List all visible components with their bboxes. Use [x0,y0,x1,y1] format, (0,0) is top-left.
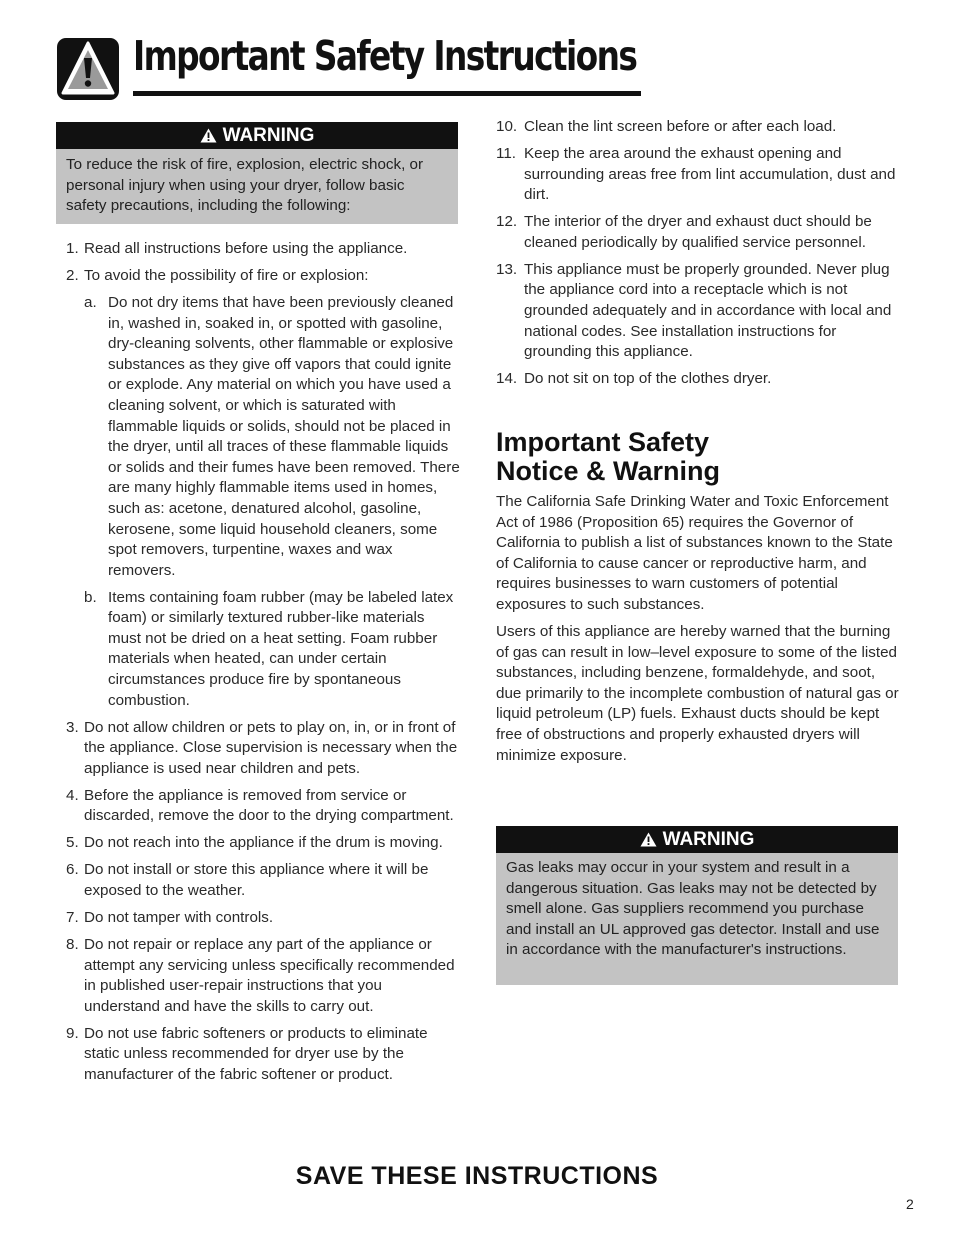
item-text: To avoid the possibility of fire or explosion: [84,266,369,284]
item-number: 6. [66,861,79,879]
safety-list-right [496,117,900,396]
notice-title: Important Safety Notice & Warning [496,427,721,486]
list-subitem [66,293,461,581]
save-instructions-banner: SAVE THESE INSTRUCTIONS [295,1162,659,1190]
warning-label: WARNING [662,828,755,850]
item-text: Clean the lint screen before or after each load. [524,118,837,135]
item-text: The interior of the dryer and exhaust duct should be cleaned periodically by qualified service personnel. [524,213,872,251]
warning-exclamation-icon [57,38,119,100]
notice-paragraph-prop65: The California Safe Drinking Water and Toxic Enforcement Act of 1986 (Proposition 65) requires the Governor of California to publish a list of substances known to the State of California to cause cancer or reproductive harm, and requires businesses to warn customers of potential exposures to such substances. [496,493,893,613]
item-text: Do not dry items that have been previously cleaned in, washed in, soaked in, or spotted with gasoline, dry-cleaning solvents, other flammable or explosive substances as they give off vapors that could ignite or explode. Any material on which you have used a cleaning solvent, or which is saturated with flammable liquids or solids, should not be placed in the dryer, until all traces of these flammable liquids or solids and their fumes have been removed. There are many highly flammable items used in homes, such as: acetone, denatured alcohol, gasoline, kerosene, some liquid household cleaners, some spot removers, turpentine, waxes and wax removers. [108,293,460,579]
item-text: Items containing foam rubber (may be labeled latex foam) or similarly textured rubber-like materials must not be dried on a heat setting. Foam rubber materials when heated, can under certain circumstances produce fire by spontaneous combustion. [108,588,454,709]
list-item [66,935,461,1017]
item-number: 11. [496,144,516,162]
list-item [66,718,461,780]
title-rule [133,91,641,96]
item-text: Do not allow children or pets to play on, in, or in front of the appliance. Close supervision is necessary when the appliance is used near children and pets. [84,718,458,777]
page-title: Important Safety Instructions [133,32,637,80]
item-number: 4. [66,786,79,804]
item-text: Do not reach into the appliance if the drum is moving. [84,834,443,852]
warning-text: To reduce the risk of fire, explosion, electric shock, or personal injury when using your dryer, follow basic safety precautions, including the following: [66,156,424,215]
item-number: b. [84,588,97,606]
notice-paragraph-exposure: Users of this appliance are hereby warned that the burning of gas can result in low–level exposure to some of the listed substances, including benzene, formaldehyde, and soot, due primarily to the incomplete combustion of natural gas or liquid petroleum (LP) fuels. Exhaust ducts should be kept free of obstructions and properly exhausted dryers will minimize exposure. [496,623,899,764]
list-item [66,266,461,287]
item-text: Keep the area around the exhaust opening and surrounding areas free from lint accumulation, dust and dirt. [524,144,896,204]
item-number: 10. [496,118,518,135]
list-item [496,260,900,363]
item-number: 9. [66,1024,79,1042]
item-text: Do not use fabric softeners or products to eliminate static unless recommended for dryer use by the manufacturer of the fabric softener or product. [84,1024,428,1083]
item-text: Do not tamper with controls. [84,908,274,926]
list-item [66,908,461,929]
item-number: 12. [496,213,518,231]
warning-box-gas-leak [496,826,898,985]
warning-box-general [56,122,458,224]
list-item [496,369,900,390]
item-text: Do not repair or replace any part of the appliance or attempt any servicing unless specifically recommended in published user-repair instructions that you understand and have the skills to carry out. [84,935,455,1015]
list-item [496,212,900,253]
item-number: 14. [496,370,518,388]
item-number: 1. [66,240,79,257]
list-item [496,117,900,138]
list-item [496,144,900,206]
list-item [66,239,461,260]
item-number: 2. [66,266,79,284]
item-number: 13. [496,260,518,278]
item-text: This appliance must be properly grounded. Never plug the appliance cord into a receptacle which is not grounded adequately and in accordance with local and national codes. See installation instructions for grounding this appliance. [524,260,892,361]
list-item [66,1024,461,1086]
warning-triangle-icon [640,832,657,847]
item-text: Do not sit on top of the clothes dryer. [524,370,772,388]
item-text: Do not install or store this appliance where it will be exposed to the weather. [84,861,429,899]
warning-header [496,826,898,853]
list-item [66,860,461,901]
item-number: 8. [66,935,79,953]
safety-list-left [66,239,461,1092]
item-text: Before the appliance is removed from service or discarded, remove the door to the drying compartment. [84,786,454,825]
list-subitem [66,588,461,712]
warning-text: Gas leaks may occur in your system and result in a dangerous situation. Gas leaks may not be detected by smell alone. Gas suppliers recommend you purchase and install an UL approved gas detector. Install and use in accordance with the manufacturer's instructions. [506,859,880,959]
item-number: a. [84,293,97,311]
list-item [66,786,461,827]
item-number: 3. [66,718,79,736]
warning-triangle-icon [200,128,217,143]
item-text: Read all instructions before using the appliance. [84,240,408,257]
list-item [66,833,461,854]
warning-label: WARNING [222,124,315,146]
page-number: 2 [906,1196,914,1212]
item-number: 5. [66,834,79,852]
warning-header [56,122,458,149]
item-number: 7. [66,908,79,926]
